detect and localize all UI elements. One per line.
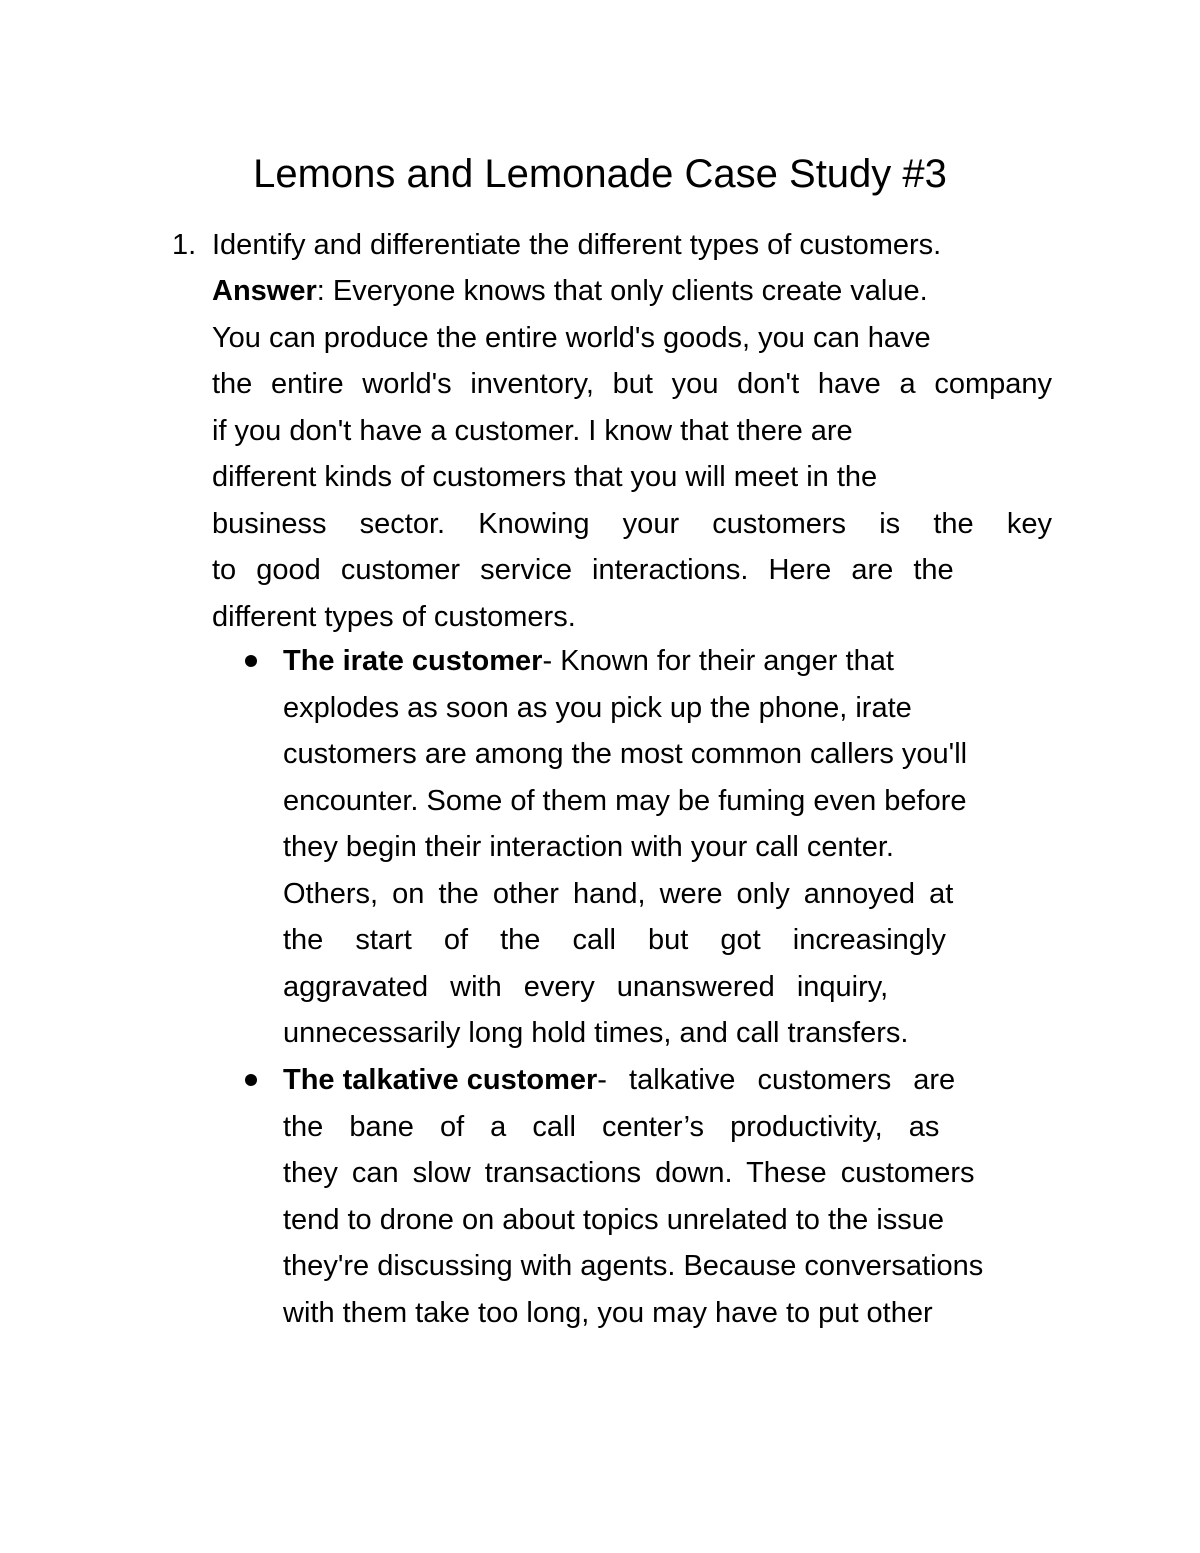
bullet-line <box>283 638 1053 685</box>
answer-line: different kinds of customers that you will meet in the <box>212 461 878 493</box>
bullet-line: tend to drone on about topics unrelated to the issue <box>283 1203 945 1236</box>
answer-line: different types of customers. <box>212 600 576 633</box>
question-text: Identify and differentiate the different types of customers. <box>212 229 942 261</box>
bullet-line: they can slow transactions down. These customers <box>283 1157 975 1189</box>
document-title: Lemons and Lemonade Case Study #3 <box>253 152 947 196</box>
bullet-text: - Known for their anger that <box>542 645 894 677</box>
answer-line: the entire world's inventory, but you don't have a company <box>212 368 1052 400</box>
bullet-item-talkative-customer <box>283 1057 1053 1336</box>
question-number: 1. <box>172 229 197 261</box>
bullet-label: The talkative customer <box>283 1064 598 1096</box>
answer-line: to good customer service interactions. Here are the <box>212 554 954 586</box>
bullet-text: - talkative customers are <box>597 1064 956 1096</box>
bullet-line: the start of the call but got increasingly <box>283 924 946 956</box>
bullet-line: unnecessarily long hold times, and call transfers. <box>283 1017 909 1049</box>
answer-label: Answer <box>212 275 317 307</box>
bullet-item-irate-customer <box>283 638 1053 1057</box>
answer-line: if you don't have a customer. I know that there are <box>212 414 853 447</box>
bullet-line: explodes as soon as you pick up the phone, irate <box>283 691 912 724</box>
answer-line: business sector. Knowing your customers is the key <box>212 507 1052 540</box>
bullet-icon <box>245 655 257 667</box>
bullet-line <box>283 1057 1053 1104</box>
question-item <box>172 222 941 268</box>
answer-line <box>212 268 1052 315</box>
bullet-line: Others, on the other hand, were only annoyed at <box>283 877 954 910</box>
bullet-line: with them take too long, you may have to put other <box>283 1296 933 1329</box>
bullet-icon <box>245 1074 257 1086</box>
bullet-line: encounter. Some of them may be fuming even before <box>283 784 967 817</box>
bullet-line: customers are among the most common callers you'll <box>283 738 968 770</box>
bullet-line: the bane of a call center’s productivity, as <box>283 1110 940 1143</box>
answer-text: : Everyone knows that only clients create value. <box>316 275 928 307</box>
bullet-line: they're discussing with agents. Because conversations <box>283 1250 984 1282</box>
bullet-line: aggravated with every unanswered inquiry, <box>283 970 889 1003</box>
answer-line: You can produce the entire world's goods, you can have <box>212 321 931 354</box>
bullet-label: The irate customer <box>283 645 543 677</box>
answer-paragraph <box>212 268 1052 640</box>
bullet-line: they begin their interaction with your call center. <box>283 831 894 863</box>
